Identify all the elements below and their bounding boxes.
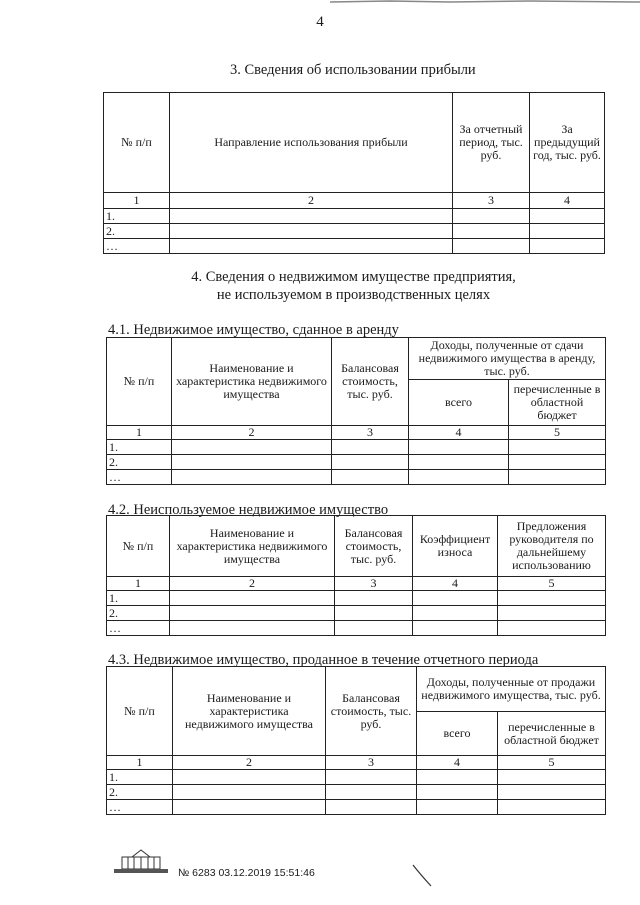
header-cell: № п/п: [107, 338, 172, 426]
header-cell: Коэффициент износа: [413, 516, 498, 577]
row-number: 1.: [107, 770, 173, 785]
row-number: 1.: [107, 591, 170, 606]
section-4-3-title: 4.3. Недвижимое имущество, проданное в течение отчетного периода: [108, 652, 539, 668]
column-number: 3: [326, 756, 417, 770]
table-row: [104, 209, 605, 224]
table-row: [107, 440, 606, 455]
column-number: 3: [453, 193, 530, 209]
subheader-cell: перечисленные в областной бюджет: [498, 712, 606, 756]
header-cell: № п/п: [107, 516, 170, 577]
header-cell: Предложения руководителя по дальнейшему использованию: [498, 516, 606, 577]
pen-stroke-mark: [412, 864, 432, 888]
column-number: 4: [530, 193, 605, 209]
table-row: [107, 785, 606, 800]
header-cell: Наименование и характеристика недвижимого имущества: [170, 516, 335, 577]
row-number: 1.: [104, 209, 170, 224]
column-number: 2: [172, 426, 332, 440]
table-row: [104, 239, 605, 254]
table-row: [107, 455, 606, 470]
column-number: 4: [413, 577, 498, 591]
registration-number: № 6283 03.12.2019 15:51:46: [178, 867, 315, 879]
subheader-cell: перечисленные в областной бюджет: [509, 380, 606, 426]
subheader-cell: всего: [417, 712, 498, 756]
header-cell: За отчетный период, тыс. руб.: [453, 93, 530, 193]
section-4-1-title: 4.1. Недвижимое имущество, сданное в аренду: [108, 322, 399, 338]
table-row: [107, 606, 606, 621]
registry-stamp-icon: [112, 848, 170, 874]
row-number: 1.: [107, 440, 172, 455]
column-number: 4: [409, 426, 509, 440]
unused-property-table: [106, 515, 606, 636]
header-cell: Наименование и характеристика недвижимого имущества: [172, 338, 332, 426]
sold-property-table: [106, 666, 606, 815]
section-4-title-line1: 4. Сведения о недвижимом имуществе предприятия,: [191, 269, 516, 285]
column-number: 2: [170, 193, 453, 209]
row-number: 2.: [107, 785, 173, 800]
scan-edge-mark: [330, 0, 640, 4]
row-number: 2.: [107, 606, 170, 621]
header-cell: Балансовая стоимость, тыс. руб.: [326, 667, 417, 756]
row-number: …: [107, 800, 173, 815]
column-number: 1: [107, 426, 172, 440]
column-number: 5: [509, 426, 606, 440]
page-number: 4: [316, 14, 324, 30]
column-number: 1: [104, 193, 170, 209]
table-row: [107, 591, 606, 606]
row-number: …: [107, 470, 172, 485]
column-number: 2: [170, 577, 335, 591]
row-number: …: [107, 621, 170, 636]
header-cell: Доходы, полученные от сдачи недвижимого имущества в аренду, тыс. руб.: [409, 338, 606, 380]
column-number: 1: [107, 577, 170, 591]
header-cell: № п/п: [104, 93, 170, 193]
header-cell: № п/п: [107, 667, 173, 756]
header-cell: Балансовая стоимость, тыс. руб.: [332, 338, 409, 426]
table-row: [107, 621, 606, 636]
header-cell: Направление использования прибыли: [170, 93, 453, 193]
header-cell: Наименование и характеристика недвижимого имущества: [173, 667, 326, 756]
header-cell: Балансовая стоимость, тыс. руб.: [335, 516, 413, 577]
header-cell: Доходы, полученные от продажи недвижимого имущества, тыс. руб.: [417, 667, 606, 712]
column-number: 5: [498, 756, 606, 770]
column-number: 2: [173, 756, 326, 770]
column-number: 5: [498, 577, 606, 591]
column-number: 4: [417, 756, 498, 770]
row-number: 2.: [104, 224, 170, 239]
profit-usage-table: [103, 92, 605, 254]
table-row: [107, 770, 606, 785]
table-row: [104, 224, 605, 239]
subheader-cell: всего: [409, 380, 509, 426]
table-row: [107, 470, 606, 485]
section-4-2-title: 4.2. Неиспользуемое недвижимое имущество: [108, 502, 389, 518]
row-number: 2.: [107, 455, 172, 470]
leased-property-table: [106, 337, 606, 485]
table-row: [107, 800, 606, 815]
column-number: 1: [107, 756, 173, 770]
section-4-title-line2: не используемом в производственных целях: [216, 287, 491, 303]
row-number: …: [104, 239, 170, 254]
header-cell: За предыдущий год, тыс. руб.: [530, 93, 605, 193]
column-number: 3: [335, 577, 413, 591]
column-number: 3: [332, 426, 409, 440]
section-3-title: 3. Сведения об использовании прибыли: [230, 62, 476, 78]
